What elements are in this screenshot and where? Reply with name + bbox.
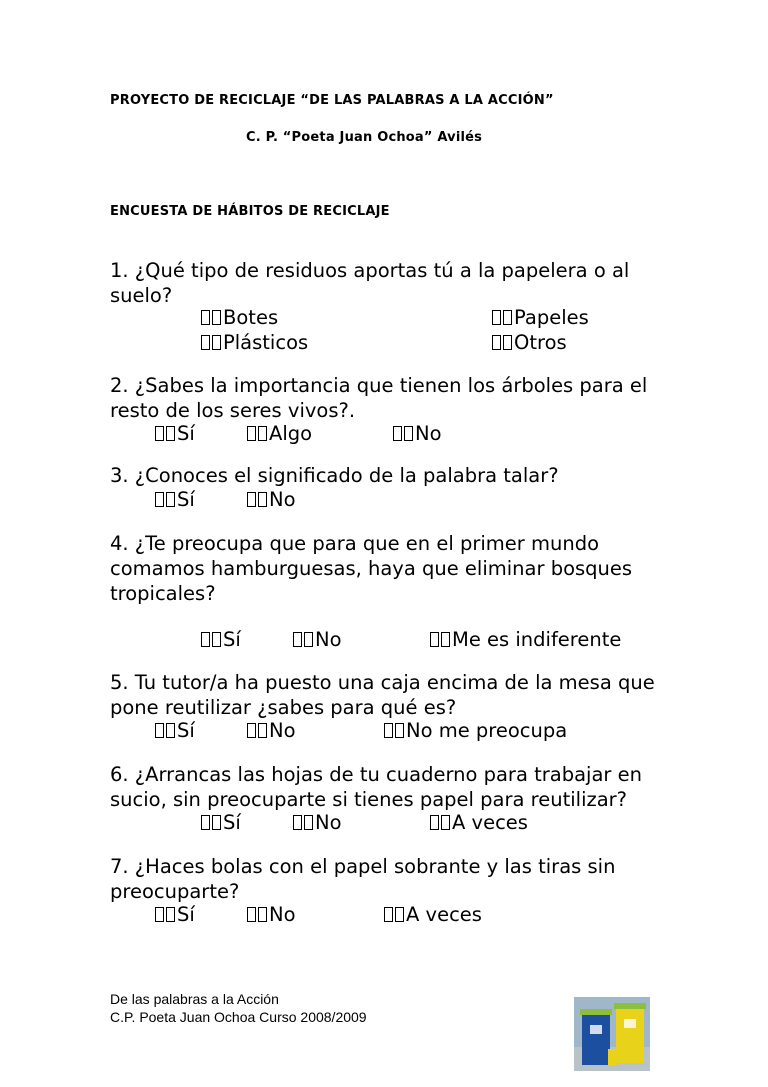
checkbox-icon bbox=[404, 426, 413, 441]
checkbox-icon bbox=[293, 632, 302, 647]
checkbox-icon bbox=[258, 492, 267, 507]
checkbox-icon bbox=[247, 907, 256, 922]
checkbox-icon bbox=[212, 335, 221, 350]
checkbox-icon bbox=[155, 723, 164, 738]
footer-line-2: C.P. Poeta Juan Ochoa Curso 2008/2009 bbox=[110, 1009, 367, 1025]
checkbox-icon bbox=[258, 426, 267, 441]
question-5: 5. Tu tutor/a ha puesto una caja encima de la mesa que pone reutilizar ¿sabes para qué es? bbox=[110, 671, 655, 719]
checkbox-icon bbox=[430, 815, 439, 830]
school-name: C. P. “Poeta Juan Ochoa” Avilés bbox=[246, 130, 483, 145]
checkbox-icon bbox=[503, 335, 512, 350]
checkbox-icon bbox=[393, 426, 402, 441]
checkbox-icon bbox=[441, 815, 450, 830]
checkbox-icon bbox=[384, 907, 393, 922]
option-q5-no-preocupa[interactable]: No me preocupa bbox=[384, 718, 567, 743]
option-q5-no[interactable]: No bbox=[247, 718, 296, 743]
checkbox-icon bbox=[155, 426, 164, 441]
option-q4-no[interactable]: No bbox=[293, 627, 342, 652]
option-q3-si[interactable]: Sí bbox=[155, 487, 195, 512]
checkbox-icon bbox=[201, 815, 210, 830]
checkbox-icon bbox=[492, 310, 501, 325]
option-q1-papeles[interactable]: Papeles bbox=[492, 305, 589, 330]
checkbox-icon bbox=[247, 723, 256, 738]
checkbox-icon bbox=[166, 723, 175, 738]
checkbox-icon bbox=[503, 310, 512, 325]
checkbox-icon bbox=[166, 492, 175, 507]
checkbox-icon bbox=[430, 632, 439, 647]
survey-title: ENCUESTA DE HÁBITOS DE RECICLAJE bbox=[110, 204, 390, 219]
question-1: 1. ¿Qué tipo de residuos aportas tú a la papelera o al suelo? bbox=[110, 259, 630, 307]
checkbox-icon bbox=[395, 907, 404, 922]
option-q1-plasticos[interactable]: Plásticos bbox=[201, 330, 308, 355]
option-q1-botes[interactable]: Botes bbox=[201, 305, 278, 330]
option-q1-otros[interactable]: Otros bbox=[492, 330, 567, 355]
checkbox-icon bbox=[155, 907, 164, 922]
recycling-bins-image bbox=[574, 997, 650, 1071]
document-title: PROYECTO DE RECICLAJE “DE LAS PALABRAS A LA ACCIÓN” bbox=[110, 93, 554, 108]
footer-line-1: De las palabras a la Acción bbox=[110, 991, 279, 1007]
bin-blue-lid bbox=[580, 1009, 612, 1015]
checkbox-icon bbox=[166, 426, 175, 441]
option-q2-algo[interactable]: Algo bbox=[247, 421, 312, 446]
bin-yellow bbox=[616, 1009, 644, 1063]
checkbox-icon bbox=[212, 815, 221, 830]
checkbox-icon bbox=[258, 723, 267, 738]
checkbox-icon bbox=[155, 492, 164, 507]
question-2: 2. ¿Sabes la importancia que tienen los árboles para el resto de los seres vivos?. bbox=[110, 374, 648, 422]
question-7: 7. ¿Haces bolas con el papel sobrante y las tiras sin preocuparte? bbox=[110, 855, 616, 903]
question-4: 4. ¿Te preocupa que para que en el primer mundo comamos hamburguesas, haya que eliminar bosques tropicales? bbox=[110, 532, 633, 605]
checkbox-icon bbox=[304, 632, 313, 647]
option-q6-si[interactable]: Sí bbox=[201, 810, 241, 835]
checkbox-icon bbox=[201, 335, 210, 350]
checkbox-icon bbox=[395, 723, 404, 738]
option-q3-no[interactable]: No bbox=[247, 487, 296, 512]
checkbox-icon bbox=[247, 426, 256, 441]
bin-blue bbox=[582, 1015, 610, 1065]
question-3: 3. ¿Conoces el significado de la palabra talar? bbox=[110, 464, 559, 487]
option-q7-a-veces[interactable]: A veces bbox=[384, 902, 482, 927]
option-q7-si[interactable]: Sí bbox=[155, 902, 195, 927]
checkbox-icon bbox=[293, 815, 302, 830]
option-q5-si[interactable]: Sí bbox=[155, 718, 195, 743]
checkbox-icon bbox=[166, 907, 175, 922]
checkbox-icon bbox=[441, 632, 450, 647]
option-q6-no[interactable]: No bbox=[293, 810, 342, 835]
checkbox-icon bbox=[258, 907, 267, 922]
checkbox-icon bbox=[201, 632, 210, 647]
bin-yellow-lid bbox=[614, 1003, 646, 1009]
checkbox-icon bbox=[212, 632, 221, 647]
option-q4-indiferente[interactable]: Me es indiferente bbox=[430, 627, 621, 652]
option-q7-no[interactable]: No bbox=[247, 902, 296, 927]
checkbox-icon bbox=[212, 310, 221, 325]
option-q6-a-veces[interactable]: A veces bbox=[430, 810, 528, 835]
checkbox-icon bbox=[304, 815, 313, 830]
option-q2-no[interactable]: No bbox=[393, 421, 442, 446]
option-q2-si[interactable]: Sí bbox=[155, 421, 195, 446]
option-q4-si[interactable]: Sí bbox=[201, 627, 241, 652]
checkbox-icon bbox=[247, 492, 256, 507]
checkbox-icon bbox=[492, 335, 501, 350]
checkbox-icon bbox=[201, 310, 210, 325]
question-6: 6. ¿Arrancas las hojas de tu cuaderno para trabajar en sucio, sin preocuparte si tienes papel para reutilizar? bbox=[110, 763, 642, 811]
checkbox-icon bbox=[384, 723, 393, 738]
